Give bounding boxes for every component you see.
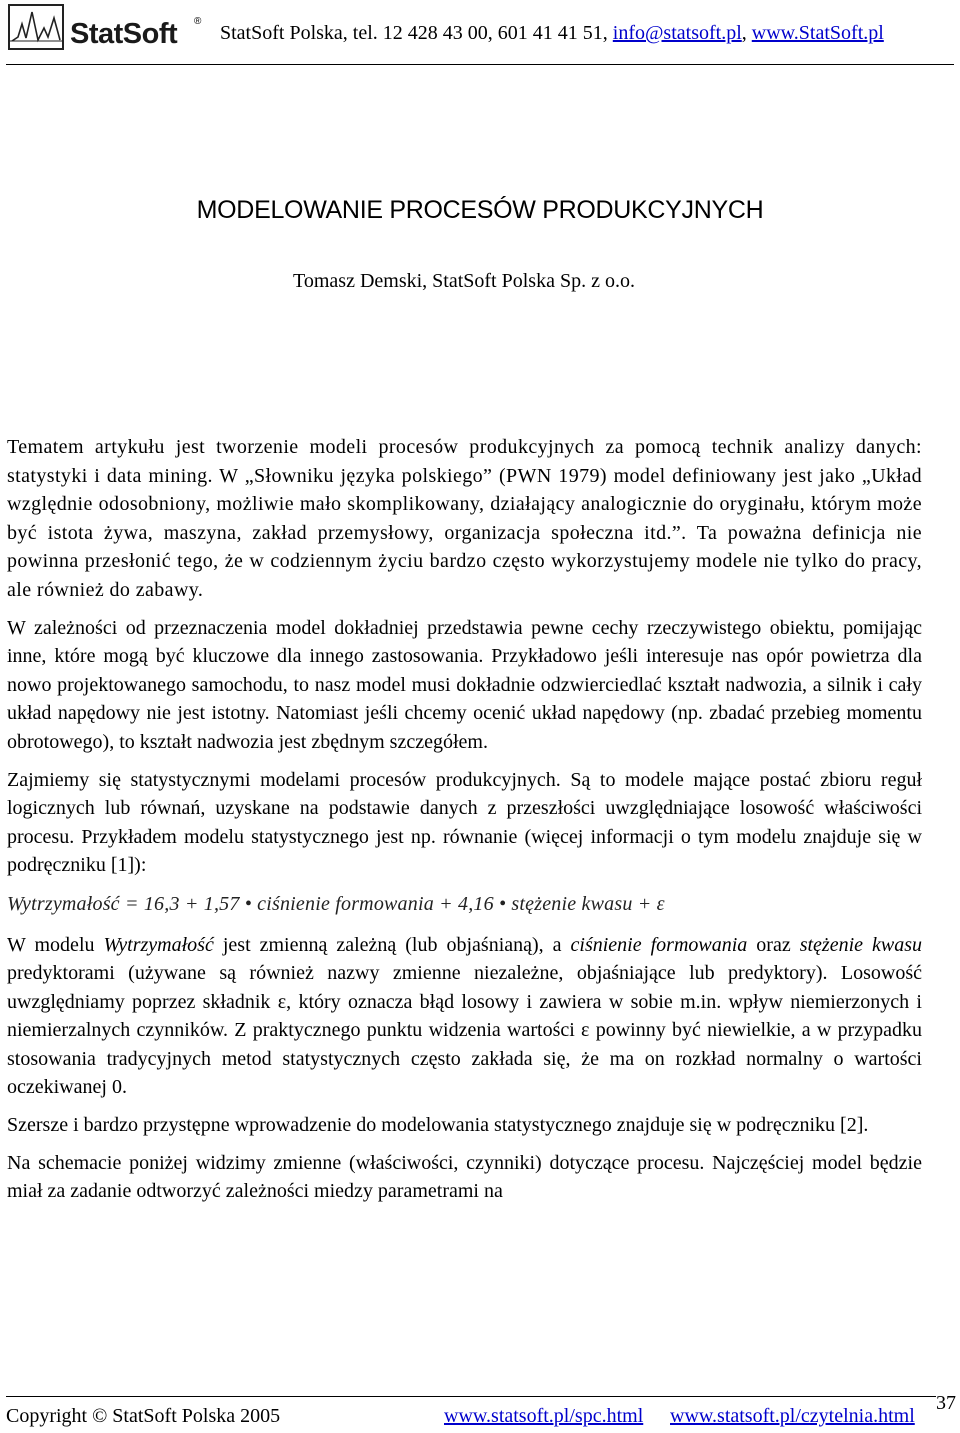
spc-link[interactable]: www.statsoft.pl/spc.html xyxy=(444,1405,644,1427)
paragraph-intro: Tematem artykułu jest tworzenie modeli procesów produkcyjnych za pomocą technik analizy danych: statystyki i data mining. W „Słowniku języka polskiego” (PWN 1979) model definiowany jest jako „Układ względnie odosobniony, możliwie mało skomplikowany, działający analogicznie do oryginału, którym może być istota żywa, maszyna, zakład przemysłowy, organizacja społeczna itd.”. Ta poważna definicja nie powinna przesłonić tego, że w codziennym życiu bardzo często wykorzystujemy modele nie tylko do pracy, ale również do zabawy. xyxy=(7,436,922,601)
header-contact xyxy=(220,22,884,45)
paragraph-model-purpose: W zależności od przeznaczenia model dokładniej przedstawia pewne cechy rzeczywistego obiektu, pomijając inne, które mogą być kluczowe dla innego zastosowania. Przykładowo jeśli interesuje nas opór powietrza dla nowo projektowanego samochodu, to nasz model musi dokładnie odzwierciedlać kształt nadwozia, a silnik i cały układ napędowy nie jest istotny. Natomiast jeśli chcemy ocenić układ napędowy (np. zbadać przebieg momentu obrotowego), to kształt nadwozia jest zbędnym szczegółem. xyxy=(7,616,922,753)
logo-text: StatSoft xyxy=(70,18,178,50)
czytelnia-link[interactable]: www.statsoft.pl/czytelnia.html xyxy=(670,1405,915,1427)
page-header xyxy=(6,0,954,65)
article-body xyxy=(7,433,922,1215)
text-segment: predyktorami (używane są również nazwy zmienne niezależne, objaśniające lub predyktory). Losowość uwzględniamy poprzez składnik ε, który oznacza błąd losowy i zawiera w sobie m.in. wpływ niemierzonych i niemierzalnych czynników. Z praktycznego punktu widzenia wartości ε powinny być niewielkie, a w przypadku stosowania tradycyjnych metod statystycznych często zakłada się, że ma on rozkład normalny o wartości oczekiwanej 0. xyxy=(7,962,922,1099)
chart-logo-icon xyxy=(8,4,64,50)
article-title: MODELOWANIE PROCESÓW PRODUKCYJNYCH xyxy=(196,196,764,224)
paragraph-model-explanation xyxy=(7,931,922,1103)
variable-name: ciśnienie formowania xyxy=(570,933,748,956)
copyright-text: Copyright © StatSoft Polska 2005 xyxy=(6,1405,281,1427)
registered-mark: ® xyxy=(194,16,202,27)
email-link[interactable]: info@statsoft.pl xyxy=(612,22,742,44)
paragraph-statistical-models: Zajmiemy się statystycznymi modelami procesów produkcyjnych. Są to modele mające postać zbioru reguł logicznych lub równań, uzyskane na podstawie danych z przeszłości uwzględniające losowość właściwości procesu. Przykładem modelu statystycznego jest np. równanie (więcej informacji o tym modelu znajduje się w podręczniku [1]): xyxy=(7,768,922,877)
text-segment: jest zmienną zależną (lub objaśnianą), a xyxy=(213,933,571,956)
text-segment: oraz xyxy=(747,933,800,956)
page-number: 37 xyxy=(936,1392,956,1414)
page-footer xyxy=(6,1396,936,1433)
article-author: Tomasz Demski, StatSoft Polska Sp. z o.o. xyxy=(293,270,635,292)
variable-name: Wytrzymałość xyxy=(103,933,214,956)
contact-text: StatSoft Polska, tel. 12 428 43 00, 601 41 41 51, xyxy=(220,22,613,44)
website-link[interactable]: www.StatSoft.pl xyxy=(751,22,884,44)
paragraph-schema: Na schemacie poniżej widzimy zmienne (właściwości, czynniki) dotyczące procesu. Najczęściej model będzie miał za zadanie odtworzyć zależności miedzy parametrami na xyxy=(7,1151,922,1203)
statsoft-logo xyxy=(8,4,202,50)
model-equation: Wytrzymałość = 16,3 + 1,57 • ciśnienie formowania + 4,16 • stężenie kwasu + ε xyxy=(7,892,665,915)
variable-name: stężenie kwasu xyxy=(799,933,923,956)
paragraph-further-reading: Szersze i bardzo przystępne wprowadzenie do modelowania statystycznego znajduje się w podręczniku [2]. xyxy=(7,1114,869,1137)
contact-separator: , xyxy=(741,22,752,44)
text-segment: W modelu xyxy=(7,933,104,956)
